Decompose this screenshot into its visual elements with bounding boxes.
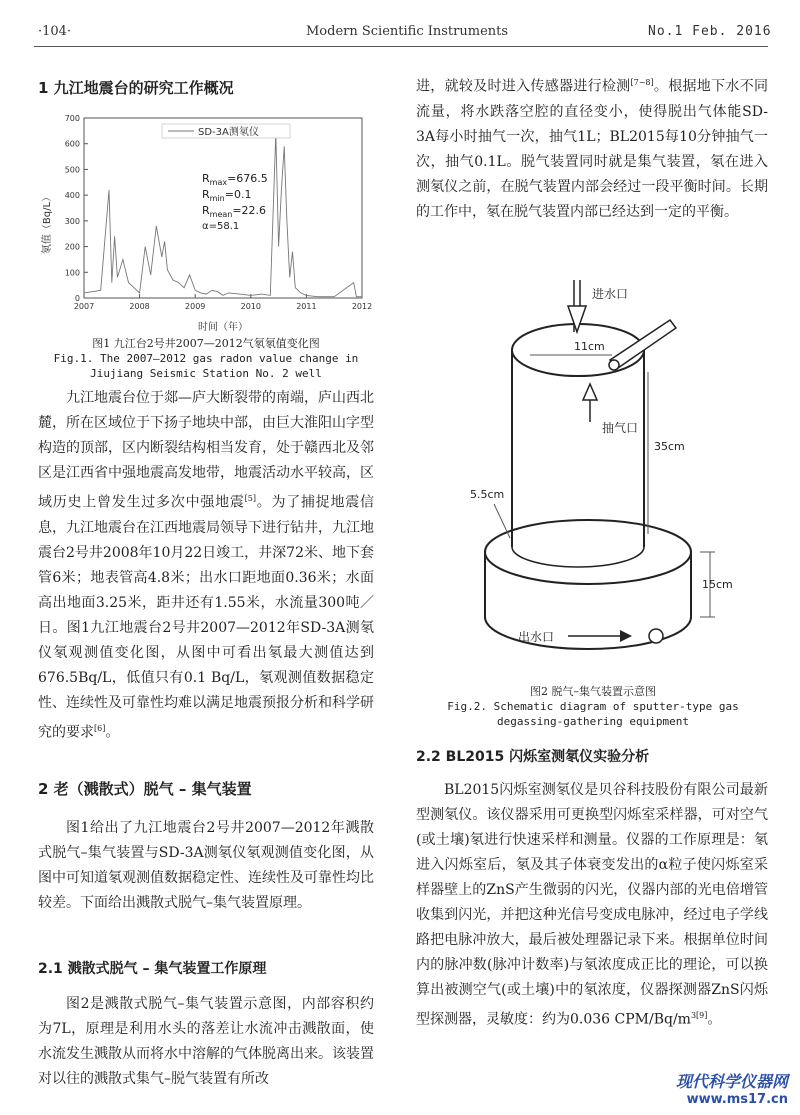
x-tick-label: 2012 [351,302,373,311]
section2-paragraph: 图1给出了九江地震台2号井2007—2012年溅散式脱气–集气装置与SD-3A测氡仪氡观测值变化图，从图中可知道氡观测值数据稳定性、连续性及可靠性均比较差。下面给出溅散式脱气–集气装置原理。 [38,820,374,911]
figure1-caption-cn: 图1 九江台2号井2007—2012气氡氡值变化图 [92,337,320,350]
inlet-label: 进水口 [592,287,629,301]
section22-title: 2.2 BL2015 闪烁室测氡仪实验分析 [416,749,650,765]
x-tick-label: 2011 [296,302,317,311]
y-tick-label: 500 [64,165,80,175]
section1-title: 1 九江地震台的研究工作概况 [38,79,234,97]
label-11cm: 11cm [574,340,605,353]
x-tick-label: 2010 [240,302,261,311]
stat-mean: $R_{mean}=22.6$ [202,204,267,219]
watermark-title: 现代科学仪器网 [675,1072,788,1091]
stat-min: $R_{min}=0.1$ [202,188,252,203]
outlet-hole [649,629,663,643]
outlet-arrow-icon [620,630,632,642]
watermark-url: www.ms17.cn [686,1092,788,1107]
x-tick-label: 2007 [73,302,95,311]
section21-paragraph: 图2是溅散式脱气–集气装置示意图，内部容积约为7L，原理是利用水头的落差让水流冲击溅散面，使水流发生溅散从而将水中溶解的气体脱离出来。该装置对以往的溅散式集气–脱气装置有所改 [38,996,374,1087]
stat-alpha: α=58.1 [202,221,240,232]
figure2-caption-en: Fig.2. Schematic diagram of sputter-type gas degassing-gathering equipment [447,700,739,728]
pump-arrow-icon [583,384,597,400]
base-top-ellipse [485,520,691,584]
x-tick-label: 2008 [129,302,150,311]
journal-title: Modern Scientific Instruments [306,24,509,39]
label-35cm: 35cm [654,440,685,453]
page-number: ·104· [38,24,72,39]
section22-paragraph: BL2015闪烁室测氡仪是贝谷科技股份有限公司最新型测氡仪。该仪器采用可更换型闪烁室采样器，可对空气(或土壤)氡进行快速采样和测量。仪器的工作原理是：氡进入闪烁室后，氡及其子体衰变发出的α粒子使闪烁室采样器壁上的ZnS产生微弱的闪光，仪器内部的光电倍增管收集到闪光，并把这种光信号变成电脉冲，经过电子学线路把电脉冲放大，最后被处理器记录下来。根据单位时间内的脉冲数(脉冲计数率)与氡浓度成正比的理论，可以换算出被测空气(或土壤)中的氡浓度，仪器探测器ZnS闪烁型探测器，灵敏度：约为0.036 CPM/$Bq/m^{3[9]}$。 [416,782,768,1028]
y-tick-label: 300 [64,216,80,226]
site-watermark [676,1069,788,1107]
y-tick-label: 700 [64,114,80,123]
right-top-paragraph: 进，就较及时进入传感器进行检测[7−8]。根据地下水不同流量，将水跌落空腔的直径变小，使得脱出气体能SD-3A每小时抽气一次，抽气1L；BL2015每10分钟抽气一次，抽气0.1L。脱气装置同时就是集气装置，氡在进入测氡仪之前，在脱气装置内部会经过一段平衡时间。长期的工作中，氡在脱气装置内部已经达到一定的平衡。 [416,78,769,220]
section2-title: 2 老（溅散式）脱气 – 集气装置 [38,780,252,798]
label-5-5cm: 5.5cm [470,488,505,501]
stat-max: $R_{max}=676.5$ [202,172,268,187]
section21-title: 2.1 溅散式脱气 – 集气装置工作原理 [38,961,267,977]
figure1-caption-en: Fig.1. The 2007—2012 gas radon value change in Jiujiang Seismic Station No. 2 well [53,352,359,380]
x-axis-label: 时间（年） [198,322,248,333]
figure2-schematic [470,272,740,672]
pump-label: 抽气口 [602,421,639,435]
y-tick-label: 200 [64,242,80,252]
header-rule [34,46,768,47]
y-tick-label: 400 [64,191,80,201]
y-tick-label: 0 [74,294,80,303]
x-tick-label: 2009 [185,302,206,311]
y-axis-label: 氡值（Bq/L） [42,191,53,255]
figure1-chart [34,108,374,336]
legend-label: SD-3A测氡仪 [198,127,259,138]
inlet-arrow-icon [568,306,586,332]
y-tick-label: 600 [64,139,80,149]
label-15cm: 15cm [702,578,733,591]
figure2-caption-cn: 图2 脱气–集气装置示意图 [530,685,656,698]
issue-info: No.1 Feb. 2016 [648,24,772,39]
y-tick-label: 100 [64,268,80,278]
section1-paragraph: 九江地震台位于郯—庐大断裂带的南端，庐山西北麓，所在区域位于下扬子地块中部，由巨大淮阳山字型构造的顶部，区内断裂结构相当发育，处于赣西北及邻区是江西省中强地震高发地带，地震活动水平较高，区域历史上曾发生过多次中强地震[5]。为了捕捉地震信息，九江地震台在江西地震局领导下进行钻井，九江地震台2号井2008年10月22日竣工，井深72米、地下套管6米；地表管高4.8米；出水口距地面0.36米；水面高出地面3.25米，距井还有1.55米，水流量300吨／日。图1九江地震台2号井2007—2012年SD-3A测氡仪氡观测值变化图，从图中可看出氡最大测值达到676.5Bq/L，低值只有0.1 Bq/L，氡观测值数据稳定性、连续性及可靠性均难以满足地震预报分析和科学研究的要求[6]。 [38,390,375,741]
outlet-label: 出水口 [518,630,555,644]
